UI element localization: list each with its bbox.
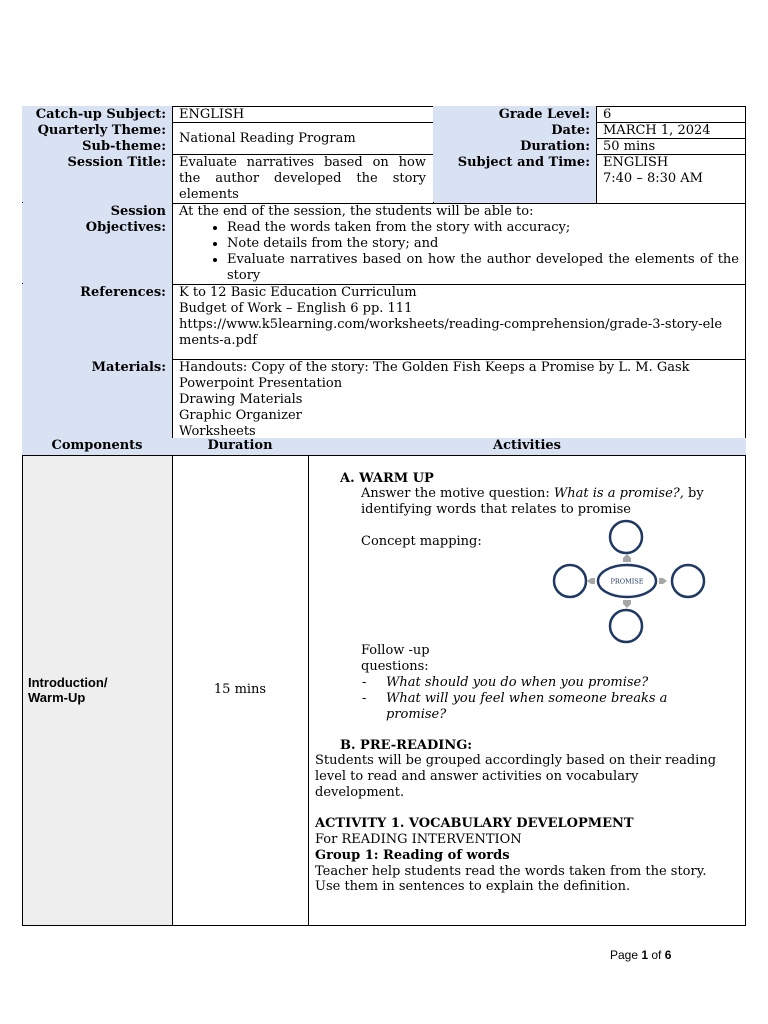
material-line: Graphic Organizer [179,408,302,423]
prereading-line2: level to read and answer activities on vocabulary [315,769,639,784]
motive-suffix: by [683,486,704,501]
session-title-value: Evaluate narratives based on how the author developed the story elements [179,155,426,202]
material-line: Powerpoint Presentation [179,376,343,391]
date-value: MARCH 1, 2024 [603,123,711,138]
col-duration-header: Duration [172,438,308,455]
concept-map-diagram [545,518,713,646]
motive-question: What is a promise?, [553,486,684,501]
followup-line2: questions: [361,659,429,674]
prereading-line1: Students will be grouped accordingly based on their reading [315,753,717,768]
motive-question-line [361,486,741,502]
component-line2: Warm-Up [28,690,86,705]
session-title-label: Session Title: [22,154,172,202]
references-content [173,284,733,359]
duration-label: Duration: [433,138,596,154]
concept-map-arrow-left [587,578,595,584]
subtheme-label: Sub-theme: [22,138,172,154]
grade-level-value: 6 [603,107,612,122]
subject-time-label: Subject and Time: [433,154,596,202]
prereading-heading: B. PRE-READING: [340,738,473,753]
prereading-line3: development. [315,785,405,800]
page-number: 1 [641,948,649,962]
objectives-label [22,203,172,283]
material-line: Worksheets [179,424,256,438]
quarterly-theme-value: National Reading Program [179,131,356,146]
objectives-intro: At the end of the session, the students will be able to: [179,204,534,219]
duration-value: 50 mins [603,139,656,154]
materials-content [173,359,745,438]
followup-line1: Follow -up [361,643,430,658]
reference-url[interactable]: https://www.k5learning.com/worksheets/reading-comprehension/grade-3-story-elements-a.pdf [179,317,723,348]
objectives-list [179,220,739,284]
concept-map-arrow-up [623,554,631,562]
component-intro-warmup [28,675,168,709]
subject-time-time: 7:40 – 8:30 AM [603,171,703,186]
catchup-subject-label: Catch-up Subject: [22,106,172,122]
subject-time-subject: ENGLISH [603,155,669,170]
material-line: Drawing Materials [179,392,303,407]
followup-question-1: What should you do when you promise? [386,675,649,690]
of-word: of [648,948,665,962]
quarterly-theme-label: Quarterly Theme: [22,122,172,138]
date-label: Date: [433,122,596,138]
concept-map-right-node [672,565,704,597]
col-activities-header: Activities [308,438,746,455]
objective-item: • Read the words taken from the story with accuracy; [227,220,739,236]
objective-item: • Evaluate narratives based on how the author developed the elements of the story [227,252,739,284]
concept-map-arrow-down [623,600,631,608]
subject-time-value [597,154,746,202]
page-total: 6 [664,948,672,962]
grade-level-label: Grade Level: [433,106,596,122]
page-footer [610,948,671,962]
material-line: Handouts: Copy of the story: The Golden Fish Keeps a Promise by L. M. Gask [179,360,690,375]
component-duration: 15 mins [213,682,267,697]
concept-mapping-label: Concept mapping: [361,534,482,549]
group1-line2: Use them in sentences to explain the definition. [315,879,631,894]
question-dash: - [362,691,367,706]
concept-map-arrow-right [659,578,667,584]
question-dash: - [362,675,367,690]
materials-label: Materials: [22,359,172,438]
col-components-header: Components [22,438,172,455]
page-word: Page [610,948,642,962]
objectives-content [173,203,745,284]
component-line1: Introduction/ [28,675,108,690]
activity1-heading: ACTIVITY 1. VOCABULARY DEVELOPMENT [315,816,634,831]
reference-line: K to 12 Basic Education Curriculum [179,285,417,300]
concept-map-top-node [610,521,642,553]
objective-item: • Note details from the story; and [227,236,739,252]
followup-question-2-cont: promise? [386,707,447,722]
warmup-heading: A. WARM UP [340,471,434,486]
objectives-label-line1: Session [110,204,166,219]
concept-map-left-node [554,565,586,597]
group1-line1: Teacher help students read the words taken from the story. [315,864,707,879]
motive-line2: identifying words that relates to promise [361,502,631,517]
concept-map-center-label: PROMISE [610,577,644,586]
concept-map-bottom-node [610,610,642,642]
catchup-subject-value: ENGLISH [179,107,245,122]
references-label: References: [22,284,172,359]
objectives-label-line2: Objectives: [85,220,166,235]
reference-line: Budget of Work – English 6 pp. 111 [179,301,413,316]
followup-question-2: What will you feel when someone breaks a [386,691,668,706]
reading-intervention: For READING INTERVENTION [315,832,522,847]
motive-prefix: Answer the motive question: [361,486,554,501]
group1-heading: Group 1: Reading of words [315,848,510,863]
